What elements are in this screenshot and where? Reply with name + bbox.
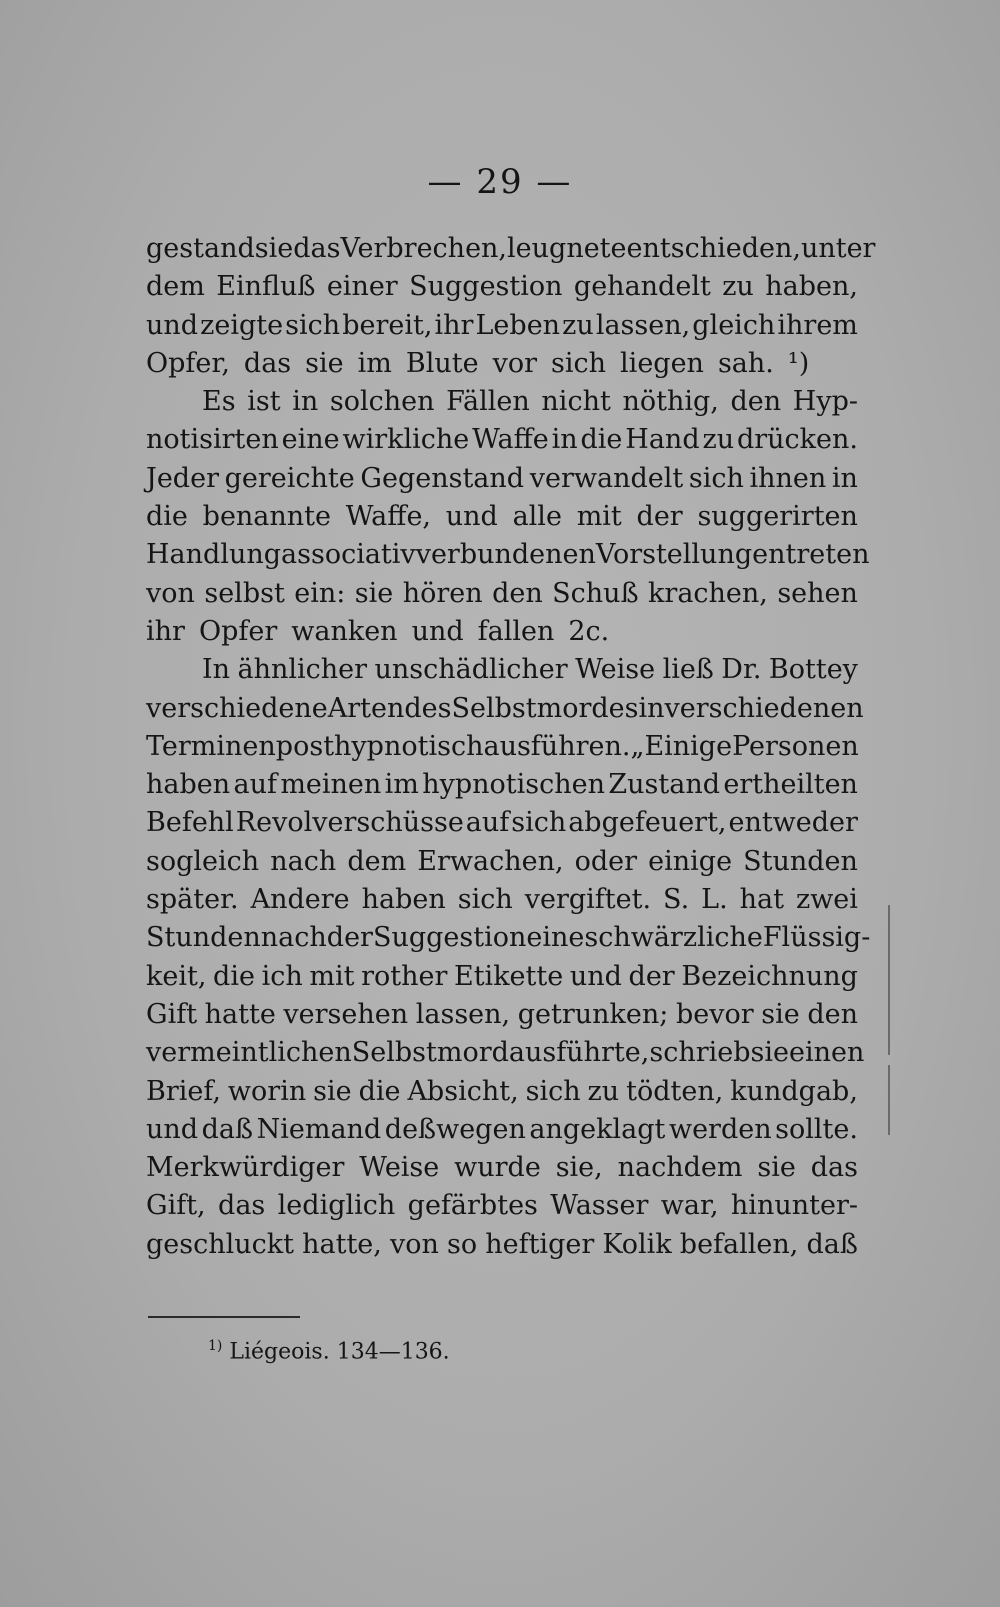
word: „Einige (630, 730, 733, 762)
word: Absicht, (407, 1075, 519, 1107)
word: Befehl (146, 807, 234, 839)
word: Terminen (146, 730, 276, 762)
text-line (146, 536, 870, 574)
word: haben, (765, 271, 858, 303)
word: einige (648, 845, 733, 877)
word: Stunden (743, 845, 858, 877)
word: notisirten (146, 424, 279, 456)
word: oder (574, 845, 638, 877)
text-line (146, 881, 858, 919)
word: einer (326, 271, 398, 303)
word: gehandelt (573, 271, 711, 303)
word: sich (511, 807, 567, 839)
word: Weise (575, 654, 656, 686)
word: sie (305, 347, 344, 379)
word: sogleich (146, 845, 260, 877)
word: haben (146, 769, 231, 801)
word: 2c. (568, 615, 610, 647)
word: In (202, 654, 231, 686)
word: vergiftet. (524, 884, 652, 916)
word: sie (354, 577, 394, 609)
word: L. (701, 884, 728, 916)
word: selbst (204, 577, 285, 609)
word: Hyp- (792, 386, 858, 418)
word: das (218, 1190, 266, 1222)
word: versehen (283, 998, 409, 1030)
word: tödten, (626, 1075, 724, 1107)
text-line (146, 728, 858, 766)
word: auf (465, 807, 510, 839)
word: ihnen (749, 462, 827, 494)
word: zwei (795, 884, 858, 916)
word: hypnotischen (422, 769, 606, 801)
scan-edge-mark (888, 1065, 890, 1135)
word: fallen (477, 615, 555, 647)
word: gefärbtes (407, 1190, 538, 1222)
word: Hand (625, 424, 700, 456)
word: in (831, 462, 858, 494)
text-line (146, 307, 858, 345)
word: Arten (327, 692, 405, 724)
word: Gift (146, 998, 198, 1030)
footnote-rule (148, 1316, 300, 1318)
word: zu (722, 271, 754, 303)
word: Selbstmord (351, 1037, 509, 1069)
text-line (146, 460, 858, 498)
word: Leben (475, 309, 561, 341)
word: befallen, (679, 1228, 799, 1260)
word: lassen, (415, 998, 511, 1030)
word: auf (233, 769, 277, 801)
word: und (411, 615, 464, 647)
word: eine (526, 922, 585, 954)
word: später. (146, 884, 239, 916)
word: wurde (454, 1152, 541, 1184)
word: Bottey (768, 654, 858, 686)
word: vermeintlichen (146, 1037, 352, 1069)
word: alle (512, 501, 562, 533)
word: Brief, (146, 1075, 221, 1107)
word: associativ (281, 539, 416, 571)
word: solchen (329, 386, 435, 418)
word: daß (806, 1228, 858, 1260)
word: und (146, 309, 199, 341)
word: Etikette (454, 960, 564, 992)
word: Andere (250, 884, 350, 916)
word: und (569, 960, 622, 992)
word: benannte (202, 501, 332, 533)
word: ich (261, 960, 303, 992)
word: Handlung (146, 539, 282, 571)
word: Personen (732, 730, 859, 762)
footnote (208, 1338, 450, 1364)
word: Jeder (146, 462, 219, 494)
word: keit, (146, 960, 207, 992)
word: ihrem (777, 309, 858, 341)
word: drücken. (736, 424, 858, 456)
word: hatte (204, 998, 276, 1030)
word: das (810, 1152, 858, 1184)
word: die (213, 960, 255, 992)
word: haben (361, 884, 446, 916)
word: zu (702, 424, 735, 456)
word: Zustand (608, 769, 721, 801)
text-line (146, 996, 858, 1034)
word: sich (551, 347, 607, 379)
word: Niemand (256, 1113, 382, 1145)
word: im (384, 769, 419, 801)
word: ein: (294, 577, 346, 609)
word: der (326, 922, 373, 954)
word: verwandelt (529, 462, 684, 494)
word: Einfluß (216, 271, 316, 303)
word: vor (492, 347, 538, 379)
text-line (146, 575, 858, 613)
word: S. (663, 884, 690, 916)
word: sie (750, 1037, 789, 1069)
word: ihr (434, 309, 474, 341)
word: zeigte (200, 309, 284, 341)
word: sollte. (775, 1113, 858, 1145)
word: ¹) (787, 347, 810, 379)
word: in (551, 424, 578, 456)
word: Dr. (721, 654, 762, 686)
word: hinunter- (730, 1190, 858, 1222)
text-line (146, 345, 858, 383)
word: des (404, 692, 452, 724)
word: mit (576, 501, 622, 533)
word: liegen (620, 347, 704, 379)
word: den (807, 998, 858, 1030)
word: in (638, 692, 665, 724)
word: verbundenen (415, 539, 596, 571)
word: Blute (405, 347, 479, 379)
word: von (146, 577, 195, 609)
text-line (146, 1149, 858, 1187)
word: der (636, 501, 683, 533)
word: meinen (280, 769, 382, 801)
word: unter (800, 233, 876, 264)
word: in (292, 386, 319, 418)
word: Vorstellungen (595, 539, 786, 571)
word: entschieden, (626, 233, 801, 264)
word: sah. (717, 347, 774, 379)
text-line (146, 651, 858, 689)
word: heftiger (485, 1228, 595, 1260)
text-line (146, 1034, 865, 1072)
word: wanken (291, 615, 398, 647)
word: Verbrechen, (340, 233, 508, 264)
word: ähnlicher (237, 654, 368, 686)
text-line (146, 1187, 858, 1225)
word: kundgab, (730, 1075, 858, 1107)
word: bevor (675, 998, 754, 1030)
word: verschiedenen (664, 692, 864, 724)
word: Waffe (472, 424, 549, 456)
word: hören (402, 577, 483, 609)
word: nach (260, 922, 327, 954)
text-line (146, 919, 871, 957)
word: sie (254, 233, 294, 264)
word: sie (313, 1075, 352, 1107)
word: Suggestion (409, 271, 563, 303)
word: von (389, 1228, 439, 1260)
text-line (146, 843, 858, 881)
word: sehen (777, 577, 858, 609)
word: den (730, 386, 782, 418)
word: Opfer, (146, 347, 230, 379)
text-line (146, 1111, 858, 1149)
word: hat (739, 884, 784, 916)
word: ließ (662, 654, 714, 686)
word: sie, (555, 1152, 603, 1184)
footnote-marker: 1) (208, 1338, 223, 1354)
word: suggerirten (697, 501, 858, 533)
word: die (146, 501, 188, 533)
word: im (357, 347, 392, 379)
word: sich (525, 1075, 581, 1107)
text-line (146, 958, 858, 996)
word: Opfer (198, 615, 278, 647)
word: posthypnotisch (275, 730, 484, 762)
text-line (146, 230, 876, 268)
word: Merkwürdiger (146, 1152, 345, 1184)
word: Es (202, 386, 236, 418)
word: den (492, 577, 543, 609)
word: ausführen. (483, 730, 631, 762)
word: werden (668, 1113, 772, 1145)
word: lassen, (595, 309, 691, 341)
word: rother (361, 960, 448, 992)
word: entweder (728, 807, 858, 839)
scan-edge-mark (888, 905, 890, 1055)
word: worin (227, 1075, 307, 1107)
word: mit (309, 960, 355, 992)
word: die (358, 1075, 401, 1107)
text-line (146, 383, 858, 421)
word: abgefeuert, (568, 807, 727, 839)
word: Schuß (552, 577, 639, 609)
word: das (293, 233, 341, 264)
word: sie (761, 998, 800, 1030)
word: zu (587, 1075, 620, 1107)
page-number: — 29 — (427, 162, 573, 202)
word: gestand (146, 233, 255, 264)
word: war, (660, 1190, 719, 1222)
word: Fällen (446, 386, 530, 418)
word: einen (789, 1037, 865, 1069)
word: Kolik (602, 1228, 672, 1260)
word: bereit, (342, 309, 433, 341)
word: sie (757, 1152, 796, 1184)
word: nachdem (617, 1152, 743, 1184)
word: Wasser (550, 1190, 649, 1222)
word: krachen, (648, 577, 768, 609)
word: Selbstmordes (451, 692, 639, 724)
word: unschädlicher (374, 654, 568, 686)
word: und (146, 1113, 199, 1145)
word: gleich (692, 309, 776, 341)
word: die (580, 424, 623, 456)
word: nicht (541, 386, 611, 418)
text-line (146, 690, 864, 728)
word: das (243, 347, 292, 379)
word: Flüssig- (762, 922, 871, 954)
word: Gegenstand (360, 462, 525, 494)
word: ertheilten (723, 769, 858, 801)
word: sich (688, 462, 744, 494)
word: angeklagt (529, 1113, 666, 1145)
text-line (146, 613, 858, 651)
text-line (146, 268, 858, 306)
text-line (146, 498, 858, 536)
word: Bezeichnung (681, 960, 858, 992)
word: dem (146, 271, 205, 303)
word: leugnete (507, 233, 627, 264)
word: daß (201, 1113, 254, 1145)
word: lediglich (277, 1190, 396, 1222)
word: Stunden (146, 922, 261, 954)
word: verschiedene (146, 692, 328, 724)
text-line (146, 421, 858, 459)
word: nach (270, 845, 337, 877)
word: Erwachen, (417, 845, 564, 877)
word: so (446, 1228, 478, 1260)
word: eine (281, 424, 340, 456)
word: gereichte (224, 462, 355, 494)
word: zu (562, 309, 594, 341)
word: Waffe, (345, 501, 432, 533)
word: getrunken; (517, 998, 669, 1030)
footnote-text: Liégeois. 134—136. (229, 1339, 450, 1365)
body-text (146, 230, 876, 1264)
word: schwärzliche (584, 922, 763, 954)
text-line (146, 766, 858, 804)
word: Gift, (146, 1190, 206, 1222)
word: und (445, 501, 498, 533)
word: Weise (359, 1152, 440, 1184)
word: wirkliche (342, 424, 470, 456)
word: dem (347, 845, 407, 877)
word: Suggestion (372, 922, 527, 954)
word: sich (457, 884, 513, 916)
word: hatte, (302, 1228, 382, 1260)
word: der (628, 960, 675, 992)
word: ihr (146, 615, 185, 647)
word: deßwegen (384, 1113, 526, 1145)
word: nöthig, (622, 386, 719, 418)
text-line (146, 804, 858, 842)
word: schrieb (649, 1037, 751, 1069)
word: treten (785, 539, 870, 571)
word: ist (247, 386, 281, 418)
word: ausführte, (508, 1037, 650, 1069)
text-line (146, 1226, 858, 1264)
word: Revolverschüsse (235, 807, 464, 839)
word: sich (285, 309, 341, 341)
text-line (146, 1073, 858, 1111)
word: geschluckt (146, 1228, 294, 1260)
